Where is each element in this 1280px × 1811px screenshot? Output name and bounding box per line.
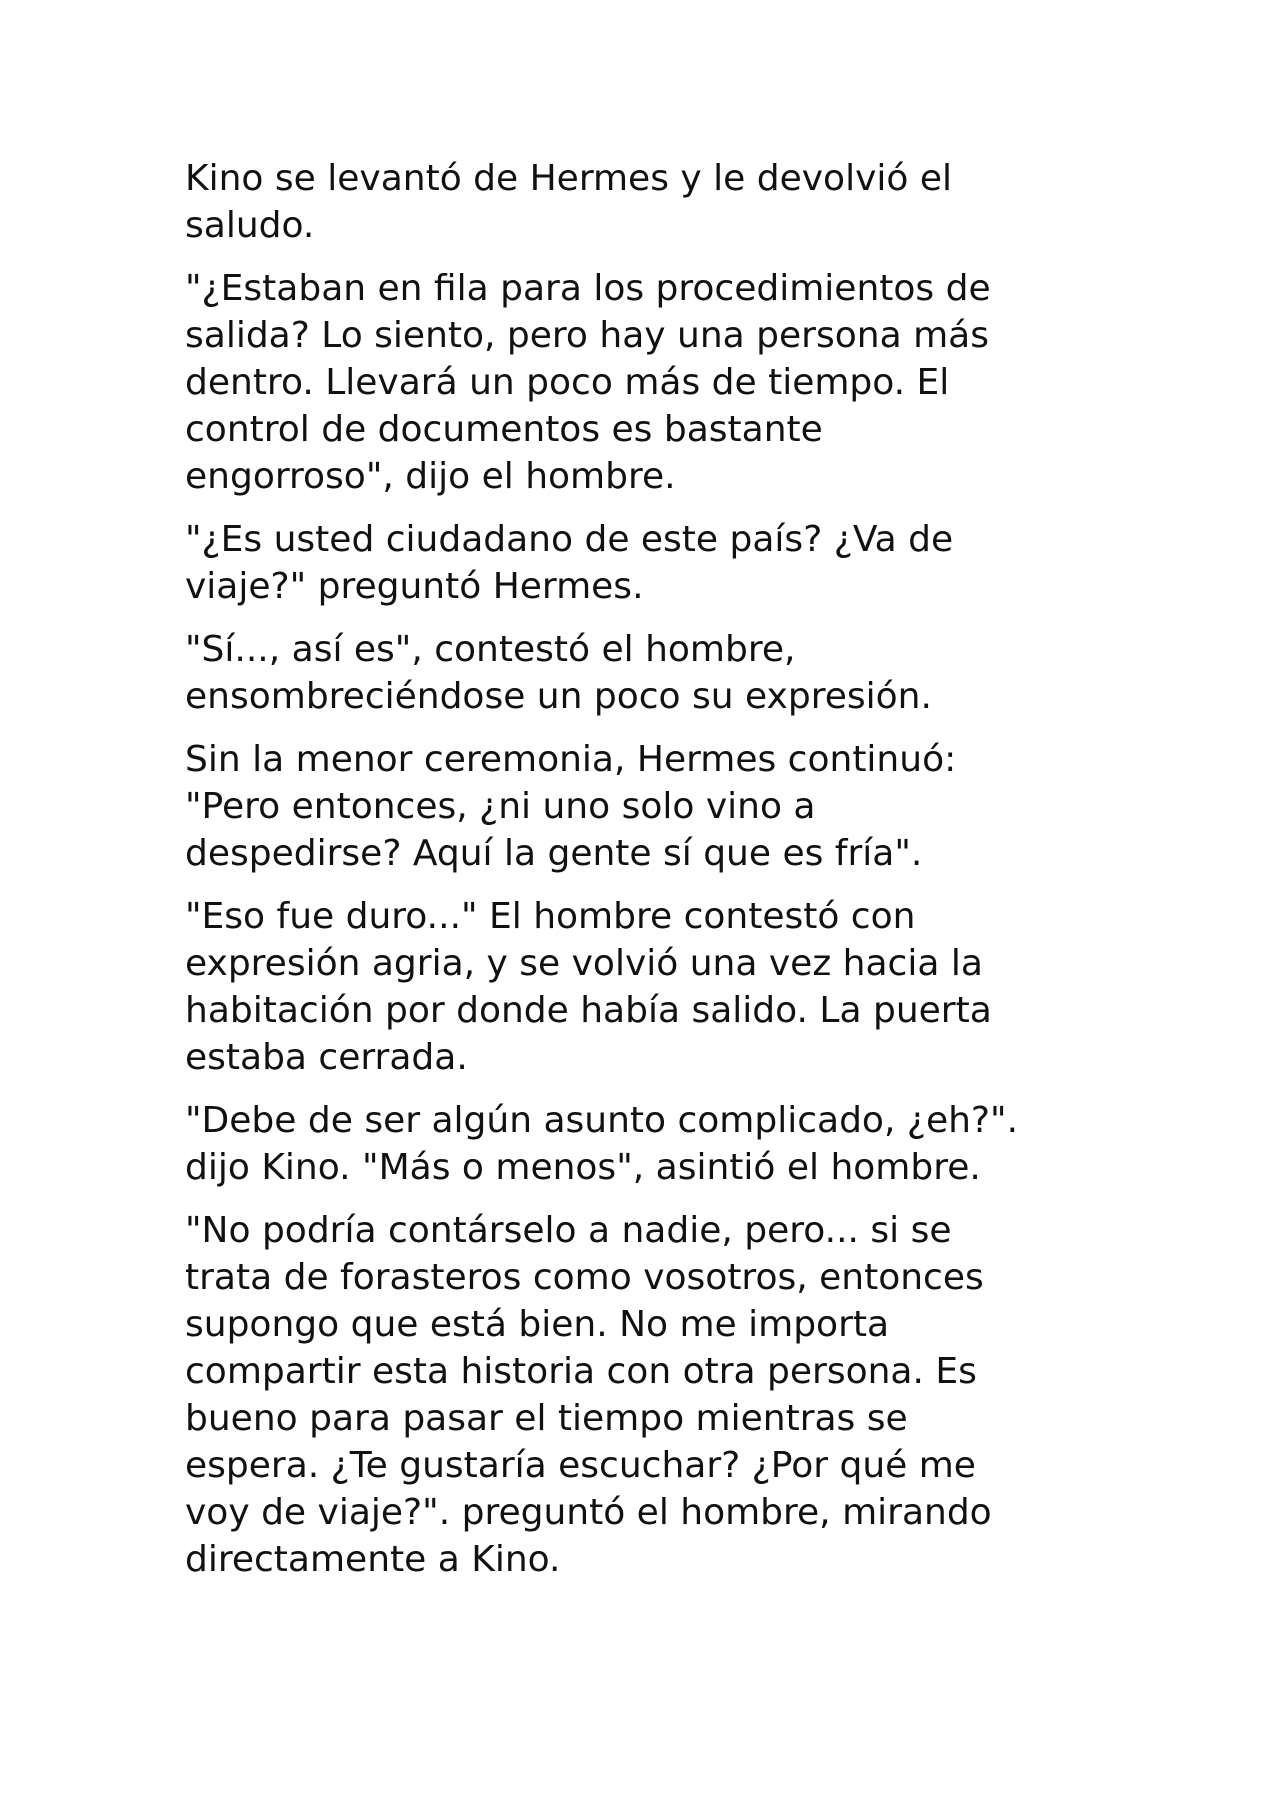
- text-line: viaje?" preguntó Hermes.: [185, 566, 644, 607]
- text-line: "¿Estaban en fila para los procedimientos de: [185, 268, 991, 309]
- text-line: bueno para pasar el tiempo mientras se: [185, 1398, 908, 1439]
- text-line: "Eso fue duro..." El hombre contestó con: [185, 896, 916, 937]
- paragraph: [185, 736, 1115, 877]
- text-line: engorroso", dijo el hombre.: [185, 456, 676, 497]
- text-line: supongo que está bien. No me importa: [185, 1304, 890, 1345]
- paragraph: [185, 626, 1115, 720]
- text-line: saludo.: [185, 205, 315, 246]
- paragraph: [185, 1207, 1115, 1583]
- text-line: dijo Kino. "Más o menos", asintió el hombre.: [185, 1147, 981, 1188]
- text-line: estaba cerrada.: [185, 1037, 468, 1078]
- text-line: ensombreciéndose un poco su expresión.: [185, 676, 932, 717]
- text-line: salida? Lo siento, pero hay una persona más: [185, 315, 989, 356]
- text-line: compartir esta historia con otra persona. Es: [185, 1351, 977, 1392]
- paragraph: [185, 265, 1115, 500]
- text-line: habitación por donde había salido. La puerta: [185, 990, 992, 1031]
- text-line: "Sí..., así es", contestó el hombre,: [185, 629, 796, 670]
- text-line: "Pero entonces, ¿ni uno solo vino a: [185, 786, 816, 827]
- text-line: "Debe de ser algún asunto complicado, ¿eh?".: [185, 1100, 1019, 1141]
- paragraph: [185, 893, 1115, 1081]
- text-line: Kino se levantó de Hermes y le devolvió el: [185, 158, 953, 199]
- text-line: "¿Es usted ciudadano de este país? ¿Va de: [185, 519, 954, 560]
- text-line: voy de viaje?". preguntó el hombre, mirando: [185, 1492, 992, 1533]
- text-line: trata de forasteros como vosotros, entonces: [185, 1257, 984, 1298]
- paragraph: [185, 516, 1115, 610]
- text-line: directamente a Kino.: [185, 1539, 561, 1580]
- text-line: Sin la menor ceremonia, Hermes continuó:: [185, 739, 957, 780]
- text-line: control de documentos es bastante: [185, 409, 823, 450]
- text-line: "No podría contárselo a nadie, pero... si se: [185, 1210, 952, 1251]
- text-line: espera. ¿Te gustaría escuchar? ¿Por qué me: [185, 1445, 976, 1486]
- text-line: despedirse? Aquí la gente sí que es fría".: [185, 833, 923, 874]
- paragraph: [185, 155, 1115, 249]
- text-line: dentro. Llevará un poco más de tiempo. El: [185, 362, 950, 403]
- text-line: expresión agria, y se volvió una vez hacia la: [185, 943, 983, 984]
- paragraph: [185, 1097, 1115, 1191]
- text-body: [185, 155, 1115, 1599]
